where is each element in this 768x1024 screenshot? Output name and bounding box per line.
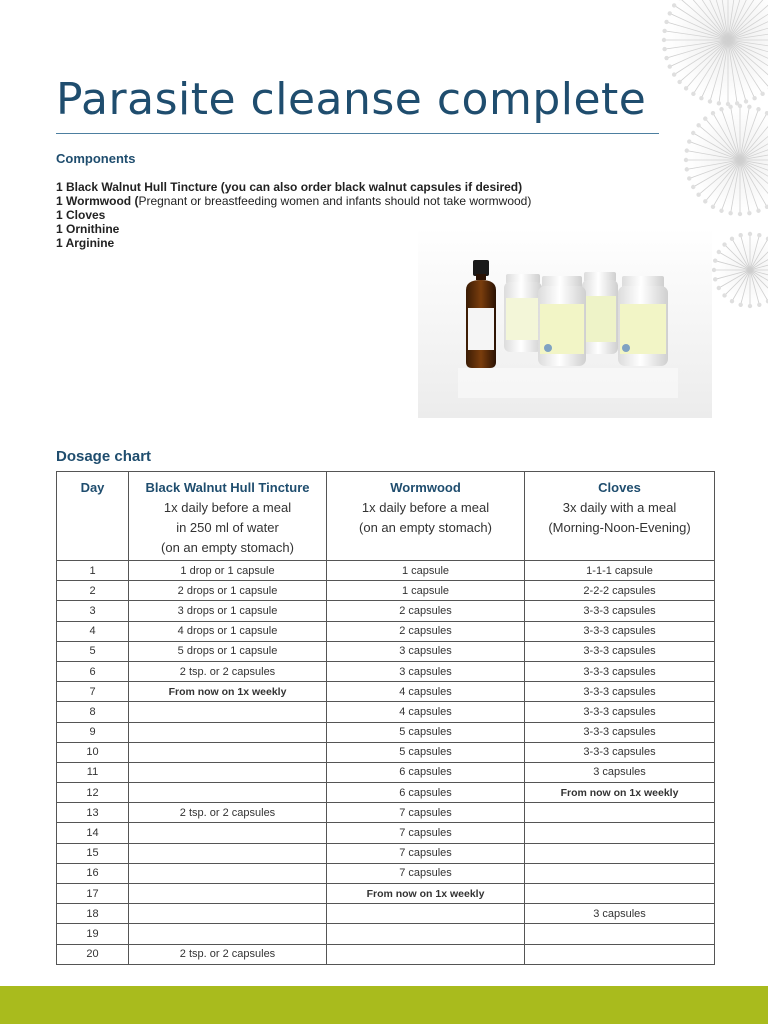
table-row	[57, 621, 715, 641]
table-row	[57, 884, 715, 904]
wormwood-cell	[327, 924, 525, 944]
day-cell: 8	[57, 702, 129, 722]
table-row	[57, 863, 715, 883]
cloves-cell: 3-3-3 capsules	[525, 702, 715, 722]
wormwood-cell: 5 capsules	[327, 742, 525, 762]
day-cell: 15	[57, 843, 129, 863]
cloves-cell	[525, 843, 715, 863]
title-divider	[56, 133, 659, 134]
column-header-day: Day	[57, 472, 129, 561]
day-cell: 17	[57, 884, 129, 904]
wormwood-cell: 7 capsules	[327, 863, 525, 883]
day-cell: 5	[57, 641, 129, 661]
black-walnut-cell	[129, 823, 327, 843]
day-cell: 20	[57, 944, 129, 964]
wormwood-cell: 2 capsules	[327, 621, 525, 641]
black-walnut-cell: 2 tsp. or 2 capsules	[129, 944, 327, 964]
black-walnut-cell: 2 drops or 1 capsule	[129, 581, 327, 601]
cloves-cell: 1-1-1 capsule	[525, 561, 715, 581]
day-cell: 3	[57, 601, 129, 621]
black-walnut-cell	[129, 884, 327, 904]
black-walnut-cell	[129, 702, 327, 722]
cloves-cell: 3-3-3 capsules	[525, 661, 715, 681]
wormwood-cell: 2 capsules	[327, 601, 525, 621]
page-title: Parasite cleanse complete	[56, 74, 647, 125]
black-walnut-cell: 2 tsp. or 2 capsules	[129, 661, 327, 681]
component-item: 1 Arginine	[56, 236, 115, 250]
cloves-cell: 3-3-3 capsules	[525, 742, 715, 762]
wormwood-cell	[327, 944, 525, 964]
cloves-cell	[525, 823, 715, 843]
table-row	[57, 581, 715, 601]
black-walnut-cell	[129, 783, 327, 803]
table-row	[57, 702, 715, 722]
table-row	[57, 742, 715, 762]
day-cell: 16	[57, 863, 129, 883]
component-item: 1 Black Walnut Hull Tincture (you can also order black walnut capsules if desired)	[56, 180, 523, 194]
wormwood-cell: 7 capsules	[327, 823, 525, 843]
black-walnut-cell	[129, 742, 327, 762]
wormwood-cell: 5 capsules	[327, 722, 525, 742]
component-item: 1 Cloves	[56, 208, 106, 222]
component-item: 1 Wormwood (Pregnant or breastfeeding women and infants should not take wormwood)	[56, 194, 532, 208]
wormwood-cell: 6 capsules	[327, 783, 525, 803]
day-cell: 1	[57, 561, 129, 581]
cloves-cell: 3 capsules	[525, 904, 715, 924]
table-row	[57, 944, 715, 964]
day-cell: 6	[57, 661, 129, 681]
black-walnut-cell: From now on 1x weekly	[129, 682, 327, 702]
dosage-table	[56, 471, 715, 965]
wormwood-cell: 7 capsules	[327, 843, 525, 863]
wormwood-cell: 1 capsule	[327, 561, 525, 581]
black-walnut-cell: 1 drop or 1 capsule	[129, 561, 327, 581]
black-walnut-cell: 3 drops or 1 capsule	[129, 601, 327, 621]
black-walnut-cell: 4 drops or 1 capsule	[129, 621, 327, 641]
dosage-chart-heading: Dosage chart	[56, 448, 152, 465]
footer-bar	[0, 986, 768, 1024]
supplement-bottle	[618, 276, 668, 366]
table-row	[57, 601, 715, 621]
wormwood-cell: 3 capsules	[327, 661, 525, 681]
wormwood-cell: 3 capsules	[327, 641, 525, 661]
day-cell: 7	[57, 682, 129, 702]
wormwood-cell: 6 capsules	[327, 762, 525, 782]
wormwood-cell: 4 capsules	[327, 682, 525, 702]
dosage-table-body	[57, 561, 715, 965]
cloves-cell: 3-3-3 capsules	[525, 722, 715, 742]
table-row	[57, 783, 715, 803]
black-walnut-cell: 5 drops or 1 capsule	[129, 641, 327, 661]
table-row	[57, 641, 715, 661]
black-walnut-cell: 2 tsp. or 2 capsules	[129, 803, 327, 823]
supplement-bottle	[582, 272, 618, 354]
product-photo	[418, 228, 712, 418]
table-row	[57, 823, 715, 843]
wormwood-cell: 7 capsules	[327, 803, 525, 823]
column-header-wormwood: Wormwood 1x daily before a meal (on an empty stomach)	[327, 472, 525, 561]
table-row	[57, 682, 715, 702]
cloves-cell	[525, 944, 715, 964]
cloves-cell	[525, 924, 715, 944]
supplement-bottle	[504, 274, 542, 352]
wormwood-cell: 4 capsules	[327, 702, 525, 722]
table-row	[57, 803, 715, 823]
cloves-cell: 3-3-3 capsules	[525, 641, 715, 661]
column-header-cloves: Cloves 3x daily with a meal (Morning-Noon-Evening)	[525, 472, 715, 561]
black-walnut-cell	[129, 762, 327, 782]
table-header-row	[57, 472, 715, 561]
wormwood-cell: 1 capsule	[327, 581, 525, 601]
component-item: 1 Ornithine	[56, 222, 120, 236]
black-walnut-cell	[129, 843, 327, 863]
cloves-cell: 3-3-3 capsules	[525, 621, 715, 641]
cloves-cell	[525, 884, 715, 904]
day-cell: 4	[57, 621, 129, 641]
table-row	[57, 722, 715, 742]
table-row	[57, 661, 715, 681]
day-cell: 18	[57, 904, 129, 924]
cloves-cell: 3-3-3 capsules	[525, 682, 715, 702]
cloves-cell	[525, 803, 715, 823]
cloves-cell: 3-3-3 capsules	[525, 601, 715, 621]
day-cell: 13	[57, 803, 129, 823]
day-cell: 9	[57, 722, 129, 742]
black-walnut-cell	[129, 924, 327, 944]
table-row	[57, 762, 715, 782]
cloves-cell	[525, 863, 715, 883]
day-cell: 12	[57, 783, 129, 803]
wormwood-cell	[327, 904, 525, 924]
cloves-cell: 2-2-2 capsules	[525, 581, 715, 601]
wormwood-cell: From now on 1x weekly	[327, 884, 525, 904]
black-walnut-cell	[129, 722, 327, 742]
supplement-bottle	[538, 276, 586, 366]
day-cell: 2	[57, 581, 129, 601]
black-walnut-cell	[129, 904, 327, 924]
table-row	[57, 843, 715, 863]
column-header-black-walnut: Black Walnut Hull Tincture 1x daily before a meal in 250 ml of water (on an empty stomach)	[129, 472, 327, 561]
components-heading: Components	[56, 151, 136, 166]
table-row	[57, 561, 715, 581]
cloves-cell: From now on 1x weekly	[525, 783, 715, 803]
black-walnut-cell	[129, 863, 327, 883]
table-row	[57, 924, 715, 944]
day-cell: 19	[57, 924, 129, 944]
cloves-cell: 3 capsules	[525, 762, 715, 782]
day-cell: 10	[57, 742, 129, 762]
day-cell: 11	[57, 762, 129, 782]
day-cell: 14	[57, 823, 129, 843]
table-row	[57, 904, 715, 924]
